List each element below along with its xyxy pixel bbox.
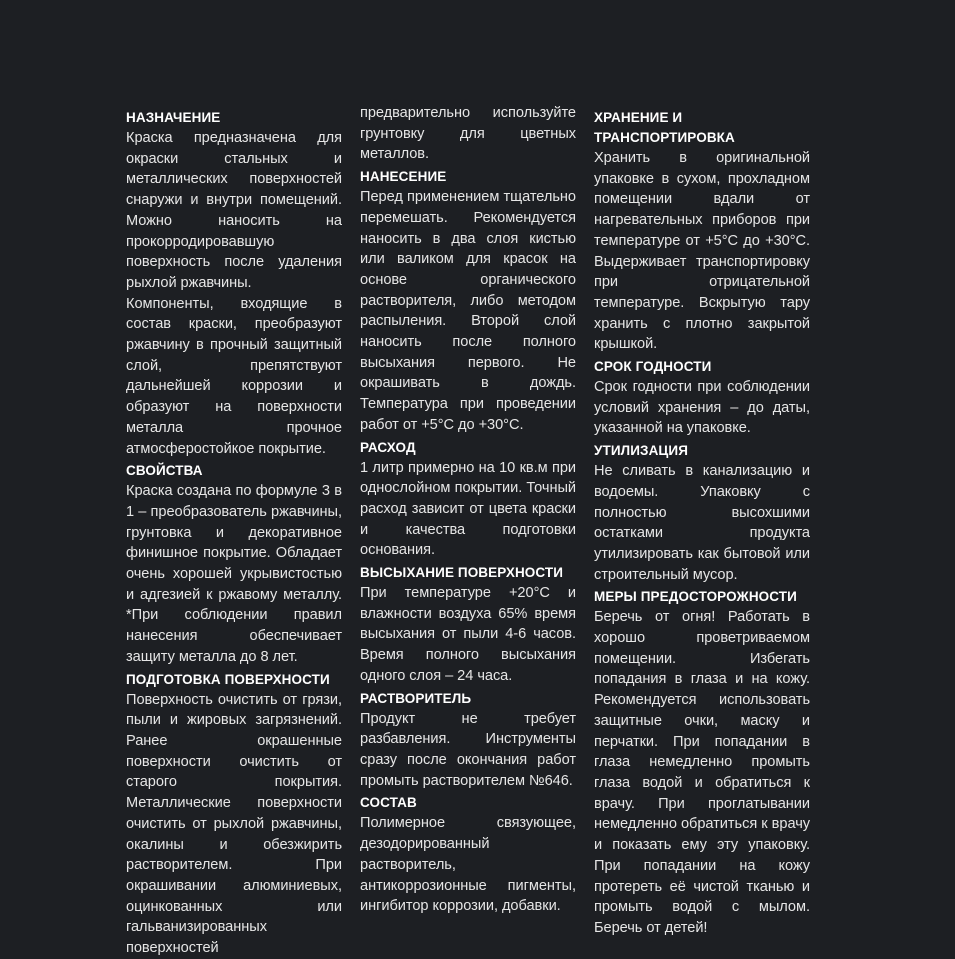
section-text-purpose-1: Краска предназначена для окраски стальных и металлических поверхностей снаружи и внутри помещений. Можно наносить на прокорродировавшую поверхность после удаления рыхлой ржавчины. <box>126 130 342 291</box>
section-title-shelf-life: СРОК ГОДНОСТИ <box>594 359 712 375</box>
section-title-properties: СВОЙСТВА <box>126 463 203 479</box>
section-text-purpose-2: Компоненты, входящие в состав краски, преобразуют ржавчину в прочный защитный слой, препятствуют дальнейшей коррозии и образуют на поверхности металла прочное атмосферостойкое покрытие. <box>126 295 342 457</box>
section-title-precautions: МЕРЫ ПРЕДОСТОРОЖНОСТИ <box>594 589 797 605</box>
section-title-storage: ХРАНЕНИЕ И ТРАНСПОРТИРОВКА <box>594 110 735 145</box>
section-text-composition: Полимерное связующее, дезодорированный растворитель, антикоррозионные пигменты, ингибитор коррозии, добавки. <box>360 815 576 915</box>
section-title-composition: СОСТАВ <box>360 795 417 811</box>
section-text-solvent: Продукт не требует разбавления. Инструменты сразу после окончания работ промыть растворителем №646. <box>360 710 576 789</box>
section-title-consumption: РАСХОД <box>360 439 416 455</box>
section-text-shelf-life: Срок годности при соблюдении условий хранения – до даты, указанной на упаковке. <box>594 379 810 437</box>
section-title-application: НАНЕСЕНИЕ <box>360 169 447 185</box>
column-left <box>126 106 342 959</box>
section-title-purpose: НАЗНАЧЕНИЕ <box>126 110 221 125</box>
column-right <box>594 106 810 939</box>
section-text-disposal: Не сливать в канализацию и водоемы. Упаковку с полностью высохшими остатками продукта утилизировать как бытовой или строительный мусор. <box>594 463 810 583</box>
section-title-drying: ВЫСЫХАНИЕ ПОВЕРХНОСТИ <box>360 565 564 581</box>
section-text-surface-preparation-continued: предварительно используйте грунтовку для цветных металлов. <box>360 105 576 163</box>
section-title-disposal: УТИЛИЗАЦИЯ <box>594 443 688 459</box>
section-title-surface-preparation: ПОДГОТОВКА ПОВЕРХНОСТИ <box>126 671 330 687</box>
section-text-application: Перед применением тщательно перемешать. Рекомендуется наносить в два слоя кистью или валиком для красок на основе органического растворителя, либо методом распыления. Второй слой наносить после полного высыхания первого. Не окрашивать в дождь. Температура при проведении работ от +5°С до +30°С. <box>360 189 576 433</box>
section-text-drying: При температуре +20°С и влажности воздуха 65% время высыхания от пыли 4-6 часов. Время полного высыхания одного слоя – 24 часа. <box>360 585 576 684</box>
section-text-properties: Краска создана по формуле 3 в 1 – преобразователь ржавчины, грунтовка и декоративное финишное покрытие. Обладает очень хорошей укрывистостью и адгезией к ржавому металлу. *При соблюдении правил нанесения обеспечивает защиту металла до 8 лет. <box>126 483 342 665</box>
section-text-storage: Хранить в оригинальной упаковке в сухом, прохладном помещении вдали от нагревательных приборов при температуре от +5°С до +30°С. Выдерживает транспортировку при отрицательной температуре. Вскрытую тару хранить с плотно закрытой крышкой. <box>594 150 810 353</box>
section-text-consumption: 1 литр примерно на 10 кв.м при однослойном покрытии. Точный расход зависит от цвета краски и качества подготовки основания. <box>360 459 576 559</box>
section-text-precautions: Беречь от огня! Работать в хорошо проветриваемом помещении. Избегать попадания в глаза и на кожу. Рекомендуется использовать защитные очки, маску и перчатки. При попадании в глаза немедленно промыть глаза водой и обратиться к врачу. При проглатывании немедленно обратиться к врачу и показать ему эту упаковку. При попадании на кожу протереть её чистой тканью и промыть водой с мылом. Беречь от детей! <box>594 609 810 936</box>
section-text-surface-preparation: Поверхность очистить от грязи, пыли и жировых загрязнений. Ранее окрашенные поверхности очистить от старого покрытия. Металлические поверхности очистить от рыхлой ржавчины, окалины и обезжирить растворителем. При окрашивании алюминиевых, оцинкованных или гальванизированных поверхностей <box>126 691 342 957</box>
section-title-solvent: РАСТВОРИТЕЛЬ <box>360 690 472 706</box>
column-middle <box>360 103 576 917</box>
